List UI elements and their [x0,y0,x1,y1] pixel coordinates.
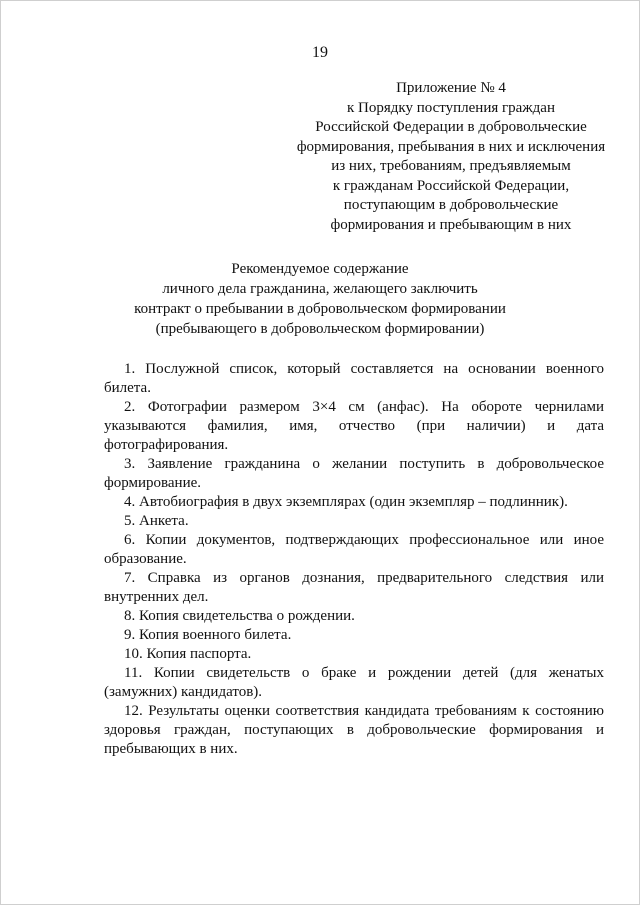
items-list [104,360,604,759]
list-item: 11. Копии свидетельств о браке и рождении детей (для женатых (замужних) кандидатов). [104,665,604,700]
appendix-line: формирования, пребывания в них и исключения [296,138,606,155]
appendix-line: поступающим в добровольческие [343,197,559,213]
list-item: 10. Копия паспорта. [124,646,252,662]
title-line: контракт о пребывании в добровольческом формировании [134,301,506,317]
appendix-line: к гражданам Российской Федерации, [332,177,570,194]
appendix-line: Российской Федерации в добровольческие [315,119,587,135]
list-item: 5. Анкета. [124,513,189,529]
title-line: личного дела гражданина, желающего заключить [162,281,478,297]
list-item: 12. Результаты оценки соответствия кандидата требованиям к состоянию здоровья граждан, поступающих в добровольческие формирования и пребывающих в них. [104,703,604,757]
appendix-header [276,79,626,235]
appendix-line: из них, требованиям, предъявляемым [331,158,571,174]
list-item: 1. Послужной список, который составляется на основании военного билета. [104,361,604,396]
page-number: 19 [312,44,328,61]
list-item: 7. Справка из органов дознания, предварительного следствия или внутренних дел. [104,570,604,605]
list-item: 9. Копия военного билета. [124,627,292,643]
title-line: Рекомендуемое содержание [231,261,409,277]
list-item: 4. Автобиография в двух экземплярах (один экземпляр – подлинник). [124,494,568,510]
list-item: 3. Заявление гражданина о желании поступить в добровольческое формирование. [104,456,604,491]
title-line: (пребывающего в добровольческом формировании) [155,321,485,337]
appendix-line: Приложение № 4 [396,80,506,96]
list-item: 2. Фотографии размером 3×4 см (анфас). На обороте чернилами указываются фамилия, имя, отчество (при наличии) и дата фотографирования. [104,399,604,453]
document-title [0,259,640,339]
list-item: 8. Копия свидетельства о рождении. [124,608,355,624]
appendix-line: формирования и пребывающим в них [330,216,572,233]
appendix-line: к Порядку поступления граждан [346,99,555,116]
list-item: 6. Копии документов, подтверждающих профессиональное или иное образование. [104,532,604,567]
